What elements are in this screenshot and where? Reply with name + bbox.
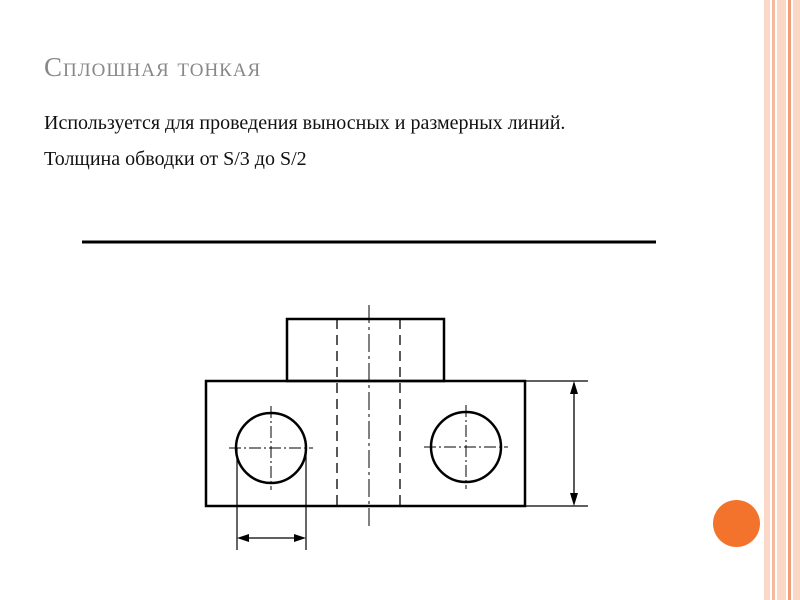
- arrowhead: [294, 534, 306, 542]
- arrowhead: [570, 493, 578, 506]
- slide-title: Сплошная тонкая: [44, 52, 262, 82]
- body-paragraph: Используется для проведения выносных и размерных линий.: [44, 112, 566, 134]
- base-outline: [206, 381, 525, 506]
- arrowhead: [570, 381, 578, 394]
- orange-circle-accent-icon: [713, 500, 760, 547]
- boss-outline: [287, 319, 444, 381]
- arrowhead: [237, 534, 249, 542]
- body-paragraph: Толщина обводки от S/3 до S/2: [44, 148, 307, 170]
